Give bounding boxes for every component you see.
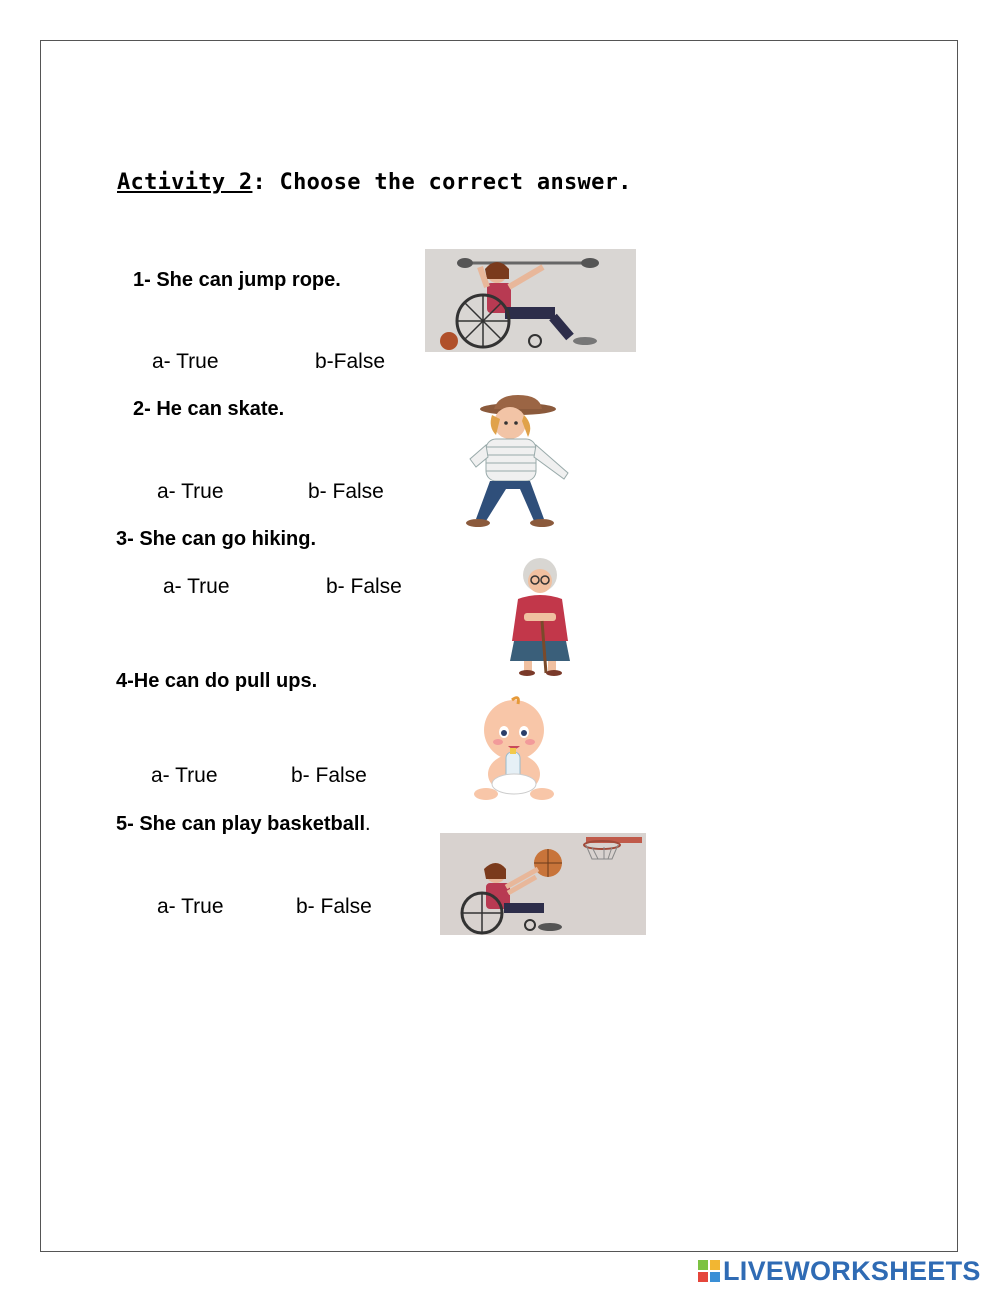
question-4-option-a[interactable]: a- True [151,764,218,787]
question-1-option-a[interactable]: a- True [152,350,219,373]
question-1-option-b[interactable]: b-False [315,350,386,373]
question-1: 1- She can jump rope. [133,269,341,291]
question-2: 2- He can skate. [133,398,285,420]
question-3: 3- She can go hiking. [116,528,317,550]
question-5-option-a[interactable]: a- True [157,895,224,918]
man-with-hat-image [448,395,573,530]
question-3-option-b[interactable]: b- False [326,575,402,598]
question-4: 4-He can do pull ups. [116,670,318,692]
activity-label: Activity 2 [117,170,253,195]
woman-wheelchair-jump-rope-image [425,249,636,352]
activity-instruction: : Choose the correct answer. [252,170,632,195]
question-5-option-b[interactable]: b- False [296,895,372,918]
woman-wheelchair-basketball-image [440,833,646,935]
worksheet-title [117,170,632,195]
question-5-period: . [365,813,371,835]
liveworksheets-logo[interactable] [698,1256,981,1286]
grandmother-with-cane-image [502,557,579,677]
question-5 [116,813,371,836]
question-4-option-b[interactable]: b- False [291,764,367,787]
liveworksheets-badge-icon [698,1260,720,1282]
question-3-option-a[interactable]: a- True [163,575,230,598]
worksheet-page-border [40,40,958,1252]
question-2-option-b[interactable]: b- False [308,480,384,503]
question-5-text: 5- She can play basketball [116,813,365,835]
liveworksheets-brand-text: LIVEWORKSHEETS [723,1255,981,1286]
question-2-option-a[interactable]: a- True [157,480,224,503]
baby-with-bottle-image [472,692,556,804]
